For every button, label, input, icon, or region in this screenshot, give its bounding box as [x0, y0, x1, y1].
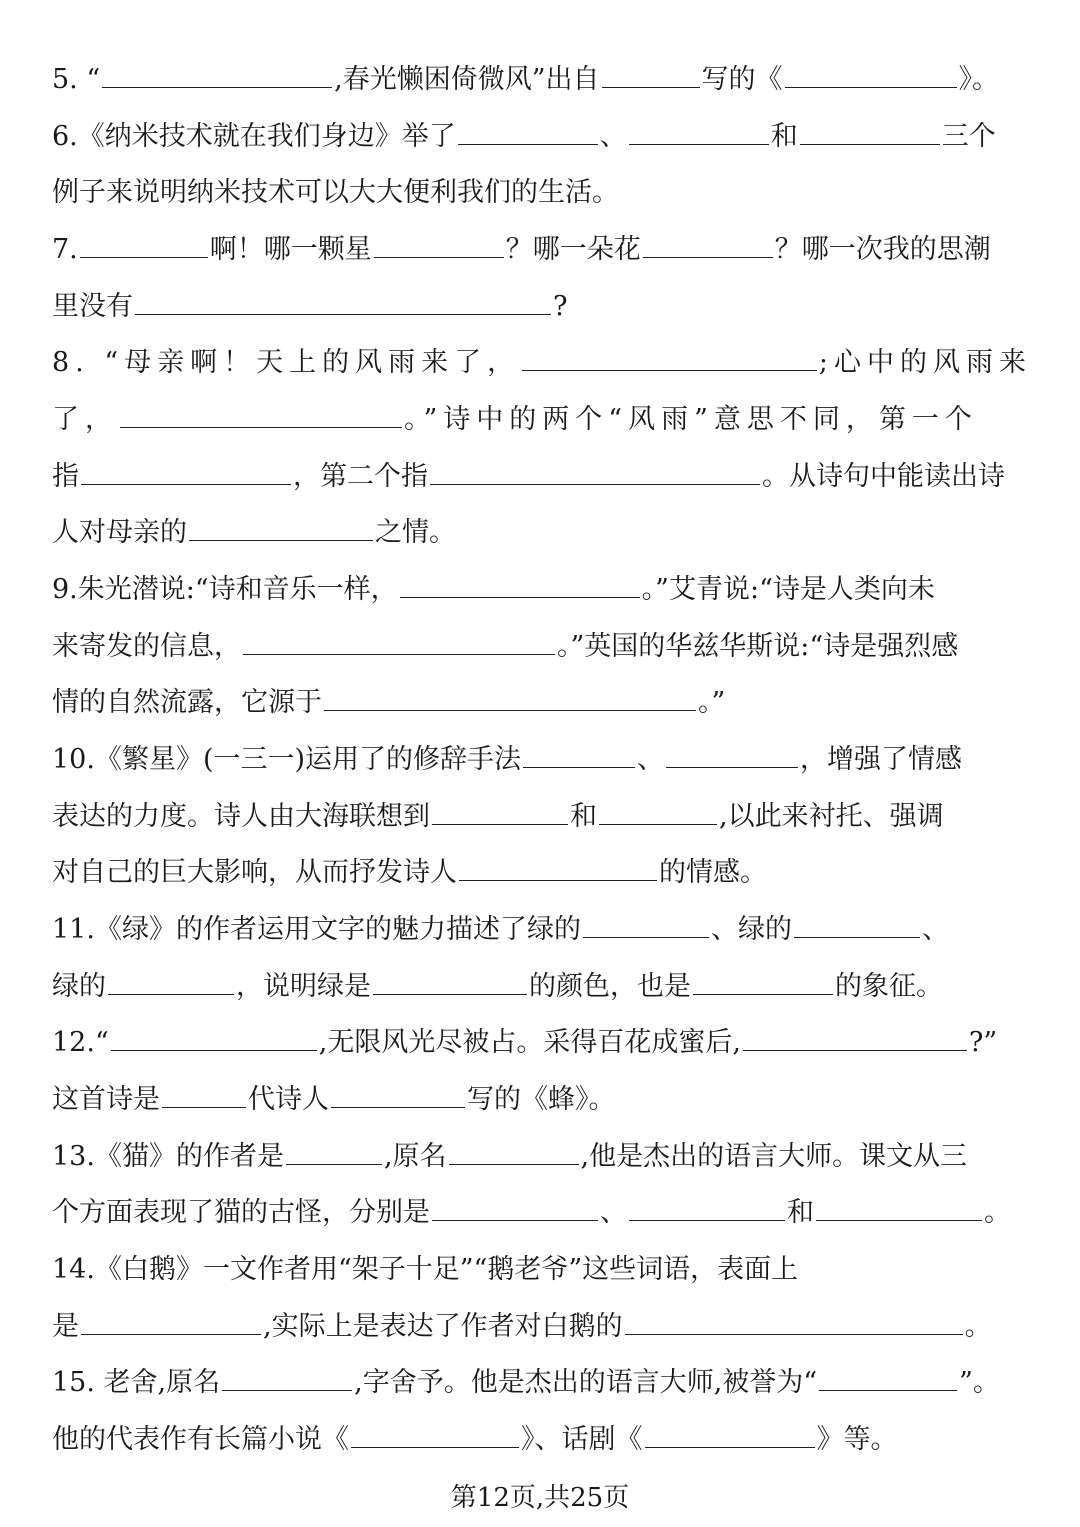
q8-text-b: ;心中的风雨来	[818, 347, 1032, 378]
question-9-line-1	[52, 562, 1032, 618]
q10-text-a: 10.《繁星》(一三一)运用了的修辞手法	[52, 744, 522, 775]
q14-blank-2[interactable]	[625, 1304, 963, 1335]
q8-blank-3[interactable]	[81, 454, 291, 485]
q6-blank-2[interactable]	[629, 114, 769, 145]
q13-blank-3[interactable]	[432, 1190, 598, 1221]
q15-text-b: ,字舍予。他是杰出的语言大师,被誉为“	[354, 1367, 818, 1398]
q12-text-c: ?”	[968, 1027, 998, 1058]
q12-text-a: 12.“	[52, 1027, 109, 1058]
q14-text-b: 是	[52, 1311, 79, 1342]
q12-text-d: 这首诗是	[52, 1084, 160, 1115]
question-7-line-1	[52, 222, 1032, 278]
q6-text-c: 和	[770, 121, 798, 152]
q8-text-h: 人对母亲的	[52, 517, 187, 548]
q10-text-h: 的情感。	[659, 857, 767, 888]
q5-blank-1[interactable]	[102, 57, 332, 88]
q10-text-f: ,以此来衬托、强调	[719, 801, 944, 832]
q12-blank-1[interactable]	[111, 1020, 317, 1051]
q7-text-d: ？哪一次我的思潮	[774, 234, 991, 265]
q8-text-f: ，第二个指	[293, 461, 428, 492]
q11-text-f: 的颜色，也是	[529, 971, 691, 1002]
q11-text-a: 11.《绿》的作者运用文字的魅力描述了绿的	[52, 914, 581, 945]
q9-blank-2[interactable]	[243, 624, 555, 655]
q9-blank-1[interactable]	[400, 567, 640, 598]
q11-blank-5[interactable]	[693, 964, 833, 995]
q11-blank-4[interactable]	[373, 964, 527, 995]
q7-text-f: ?	[553, 291, 568, 322]
q8-blank-4[interactable]	[430, 454, 760, 485]
question-13-line-1	[52, 1129, 1032, 1185]
q10-text-c: ，增强了情感	[800, 744, 963, 775]
q8-text-d: 。”诗中的两个“风雨”意思不同，第一个	[404, 404, 978, 435]
q7-text-c: ？哪一朵花	[505, 234, 641, 265]
q7-text-b: 啊！哪一颗星	[209, 234, 372, 265]
q10-text-e: 和	[570, 801, 597, 832]
q7-text-e: 里没有	[52, 291, 133, 322]
question-11-line-1	[52, 902, 1032, 958]
q9-text-b: 。”艾青说:“诗是人类向未	[641, 574, 935, 605]
q10-blank-2[interactable]	[666, 737, 798, 768]
q9-text-f: 。”	[698, 687, 726, 718]
question-8-line-4	[52, 505, 1032, 561]
question-14-line-2	[52, 1299, 1032, 1355]
q11-text-d: 绿的	[52, 971, 106, 1002]
q11-blank-3[interactable]	[108, 964, 234, 995]
question-9-line-3	[52, 675, 1032, 731]
q6-text-b: 、	[599, 121, 627, 152]
q7-blank-3[interactable]	[643, 227, 773, 258]
q14-blank-1[interactable]	[81, 1304, 261, 1335]
q13-blank-2[interactable]	[449, 1134, 579, 1165]
q12-text-e: 代诗人	[248, 1084, 329, 1115]
question-6-line-2	[52, 165, 1032, 221]
q5-blank-2[interactable]	[602, 57, 700, 88]
q7-blank-2[interactable]	[374, 227, 504, 258]
question-13-line-2	[52, 1185, 1032, 1241]
q8-text-e: 指	[52, 461, 79, 492]
q8-text-c: 了，	[52, 404, 118, 435]
question-10-line-3	[52, 845, 1032, 901]
q10-blank-5[interactable]	[459, 850, 657, 881]
q11-text-e: ，说明绿是	[236, 971, 371, 1002]
q10-text-d: 表达的力度。诗人由大海联想到	[52, 801, 430, 832]
q5-blank-3[interactable]	[785, 57, 957, 88]
q15-text-e: 》、话剧《	[521, 1424, 643, 1455]
q13-text-a: 13.《猫》的作者是	[52, 1141, 284, 1172]
q5-text-a: 5. “	[52, 64, 101, 95]
question-8-line-3	[52, 449, 1032, 505]
q11-text-g: 的象征。	[835, 971, 943, 1002]
q8-text-a: 8. “母亲啊！天上的风雨来了，	[52, 347, 521, 378]
q7-blank-1[interactable]	[80, 227, 208, 258]
q10-blank-1[interactable]	[523, 737, 635, 768]
q7-text-a: 7.	[52, 234, 78, 265]
q8-text-g: 。从诗句中能读出诗	[762, 461, 1005, 492]
q13-blank-4[interactable]	[629, 1190, 785, 1221]
q6-blank-1[interactable]	[458, 114, 598, 145]
q11-text-b: 、绿的	[710, 914, 792, 945]
q12-blank-3[interactable]	[162, 1077, 246, 1108]
q9-text-e: 情的自然流露，它源于	[52, 687, 322, 718]
q13-text-g: 。	[984, 1197, 1011, 1228]
q13-text-b: ,原名	[383, 1141, 447, 1172]
question-8-line-2	[52, 392, 1032, 448]
q14-text-c: ,实际上是表达了作者对白鹅的	[263, 1311, 623, 1342]
question-11-line-2	[52, 959, 1032, 1015]
q9-text-c: 来寄发的信息，	[52, 631, 241, 662]
question-15-line-1	[52, 1355, 1032, 1411]
q12-blank-4[interactable]	[331, 1077, 465, 1108]
q8-blank-5[interactable]	[189, 510, 373, 541]
question-9-line-2	[52, 619, 1032, 675]
q5-text-c: 写的《	[701, 64, 783, 95]
question-5-line-1	[52, 52, 1032, 108]
q15-blank-2[interactable]	[819, 1360, 957, 1391]
question-7-line-2	[52, 279, 1032, 335]
q10-text-g: 对自己的巨大影响，从而抒发诗人	[52, 857, 457, 888]
q13-text-c: ,他是杰出的语言大师。课文从三	[580, 1141, 968, 1172]
q12-text-b: ,无限风光尽被占。采得百花成蜜后,	[318, 1027, 741, 1058]
q15-text-a: 15. 老舍,原名	[52, 1367, 221, 1398]
question-15-line-2	[52, 1412, 1032, 1468]
q15-text-d: 他的代表作有长篇小说《	[52, 1424, 349, 1455]
question-14-line-1	[52, 1242, 1032, 1298]
q8-blank-1[interactable]	[522, 340, 817, 371]
q9-text-a: 9.朱光潜说:“诗和音乐一样，	[52, 574, 398, 605]
q12-text-f: 写的《蜂》。	[467, 1084, 616, 1115]
q13-blank-5[interactable]	[816, 1190, 982, 1221]
q14-text-a: 14.《白鹅》一文作者用“架子十足”“鹅老爷”这些词语，表面上	[52, 1254, 799, 1285]
question-12-line-2	[52, 1072, 1032, 1128]
q5-text-b: ,春光懒困倚微风”出自	[334, 64, 600, 95]
question-10-line-2	[52, 789, 1032, 845]
q15-text-f: 》等。	[816, 1424, 898, 1455]
q11-text-c: 、	[921, 914, 949, 945]
q15-blank-1[interactable]	[222, 1360, 352, 1391]
q13-text-e: 、	[600, 1197, 627, 1228]
q11-blank-1[interactable]	[583, 907, 709, 938]
q8-text-i: 之情。	[375, 517, 456, 548]
q5-text-d: 》。	[958, 64, 1000, 95]
q15-blank-4[interactable]	[645, 1417, 815, 1448]
q15-blank-3[interactable]	[351, 1417, 519, 1448]
q13-blank-1[interactable]	[286, 1134, 382, 1165]
question-6-line-1	[52, 109, 1032, 165]
q6-text-a: 6.《纳米技术就在我们身边》举了	[52, 121, 456, 152]
q15-text-c: ”。	[959, 1367, 1000, 1398]
q13-text-d: 个方面表现了猫的古怪，分别是	[52, 1197, 430, 1228]
q6-text-d: 三个	[941, 121, 996, 152]
q9-blank-3[interactable]	[324, 680, 696, 711]
q6-text-line2: 例子来说明纳米技术可以大大便利我们的生活。	[52, 177, 619, 208]
q6-blank-3[interactable]	[800, 114, 940, 145]
question-8-line-1	[52, 335, 1032, 391]
q10-text-b: 、	[637, 744, 665, 775]
q8-blank-2[interactable]	[120, 397, 402, 428]
question-12-line-1	[52, 1015, 1032, 1071]
question-10-line-1	[52, 732, 1032, 788]
q7-blank-4[interactable]	[135, 284, 551, 315]
q10-blank-4[interactable]	[599, 794, 717, 825]
q13-text-f: 和	[787, 1197, 814, 1228]
page-number-footer: 第12页,共25页	[450, 1483, 630, 1513]
q10-blank-3[interactable]	[432, 794, 568, 825]
q9-text-d: 。”英国的华兹华斯说:“诗是强烈感	[557, 631, 959, 662]
q12-blank-2[interactable]	[743, 1020, 967, 1051]
q14-text-d: 。	[964, 1311, 992, 1342]
q11-blank-2[interactable]	[794, 907, 920, 938]
